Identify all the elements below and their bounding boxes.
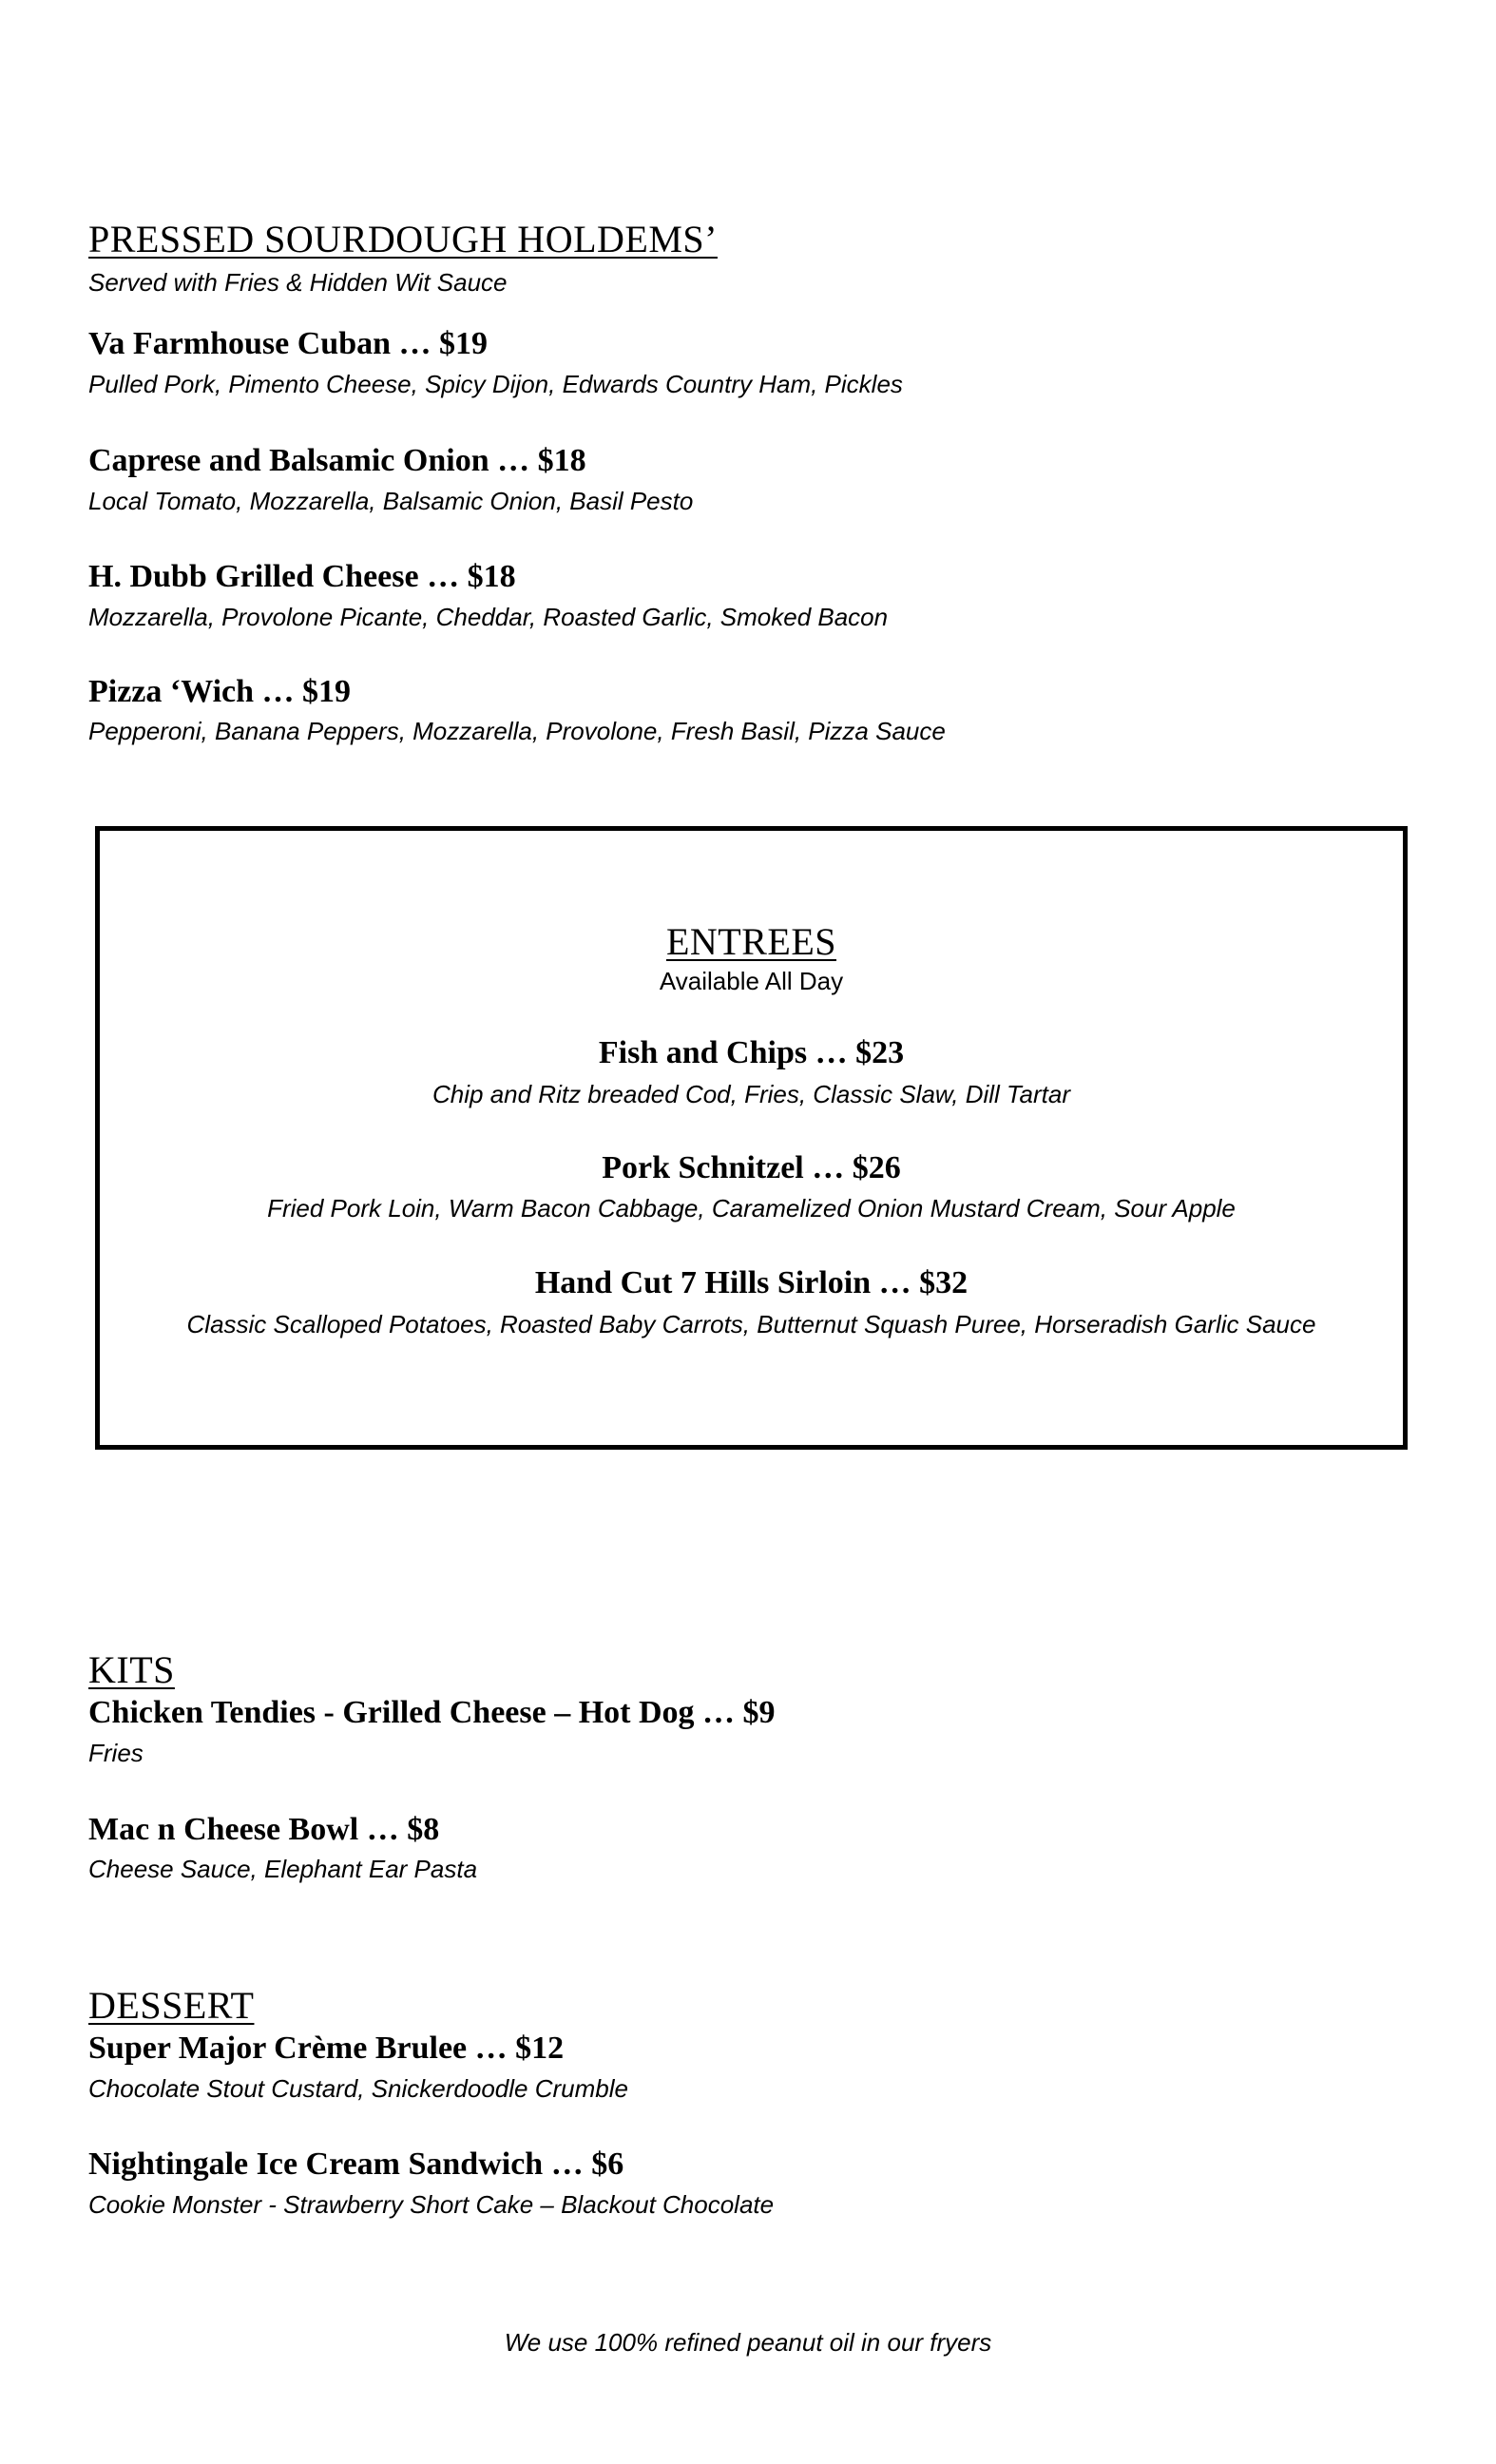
menu-item-description: Chocolate Stout Custard, Snickerdoodle Crumble: [88, 2074, 628, 2103]
footer-note: We use 100% refined peanut oil in our fryers: [504, 2328, 992, 2357]
menu-item-name: Fish and Chips … $23: [598, 1035, 905, 1070]
kits-title: KITS: [88, 1648, 175, 1691]
sandwiches-title: PRESSED SOURDOUGH HOLDEMS’: [88, 218, 718, 260]
menu-item-name: Pizza ‘Wich … $19: [88, 674, 352, 709]
menu-item-name: Pork Schnitzel … $26: [602, 1150, 901, 1185]
menu-item-description: Pepperoni, Banana Peppers, Mozzarella, Provolone, Fresh Basil, Pizza Sauce: [88, 717, 946, 745]
menu-item-name: H. Dubb Grilled Cheese … $18: [88, 559, 516, 594]
menu-item-name: Va Farmhouse Cuban … $19: [88, 326, 489, 361]
sandwiches-subtitle: Served with Fries & Hidden Wit Sauce: [88, 268, 508, 297]
menu-item-name: Caprese and Balsamic Onion … $18: [88, 443, 586, 478]
menu-item-description: Fried Pork Loin, Warm Bacon Cabbage, Caramelized Onion Mustard Cream, Sour Apple: [267, 1194, 1236, 1222]
menu-item-description: Cheese Sauce, Elephant Ear Pasta: [88, 1855, 478, 1883]
menu-item-description: Classic Scalloped Potatoes, Roasted Baby Carrots, Butternut Squash Puree, Horseradish Garlic Sauce: [186, 1310, 1316, 1338]
menu-item-description: Chip and Ritz breaded Cod, Fries, Classic Slaw, Dill Tartar: [432, 1080, 1070, 1108]
menu-item-description: Mozzarella, Provolone Picante, Cheddar, Roasted Garlic, Smoked Bacon: [88, 603, 889, 631]
menu-item-name: Mac n Cheese Bowl … $8: [88, 1812, 440, 1847]
dessert-title: DESSERT: [88, 1984, 255, 2027]
menu-item-name: Nightingale Ice Cream Sandwich … $6: [88, 2146, 624, 2182]
entrees-box: [95, 826, 1408, 1450]
menu-item-name: Chicken Tendies - Grilled Cheese – Hot Dog … $9: [88, 1695, 776, 1730]
entrees-subtitle: Available All Day: [659, 967, 844, 995]
entrees-title: ENTREES: [665, 920, 837, 963]
menu-item-name: Hand Cut 7 Hills Sirloin … $32: [534, 1265, 969, 1300]
menu-item-description: Pulled Pork, Pimento Cheese, Spicy Dijon, Edwards Country Ham, Pickles: [88, 370, 903, 398]
menu-item-description: Cookie Monster - Strawberry Short Cake – Blackout Chocolate: [88, 2190, 775, 2219]
menu-item-description: Local Tomato, Mozzarella, Balsamic Onion, Basil Pesto: [88, 487, 694, 515]
menu-item-description: Fries: [88, 1739, 144, 1767]
menu-item-name: Super Major Crème Brulee … $12: [88, 2031, 565, 2066]
